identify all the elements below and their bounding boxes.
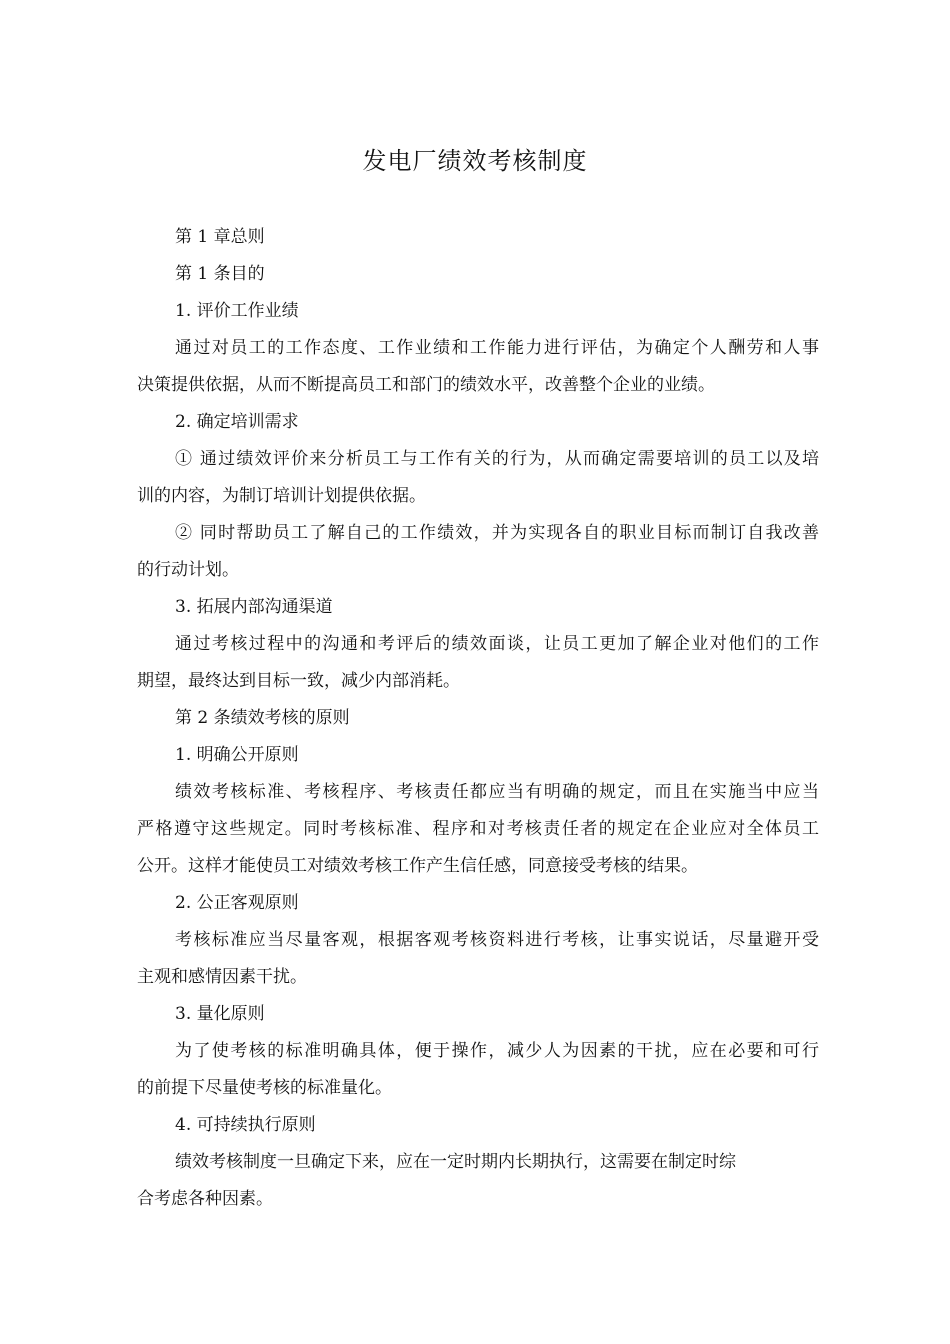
document-title: 发电厂绩效考核制度 — [362, 147, 588, 175]
section-heading: 3. 量化原则 — [175, 1004, 265, 1024]
paragraph-line: 严格遵守这些规定。同时考核标准、程序和对考核责任者的规定在企业应对全体员工 — [137, 819, 819, 839]
section-heading: 2. 公正客观原则 — [175, 893, 299, 913]
paragraph-line: ② 同时帮助员工了解自己的工作绩效，并为实现各自的职业目标而制订自我改善 — [175, 523, 819, 543]
paragraph-line: ① 通过绩效评价来分析员工与工作有关的行为，从而确定需要培训的员工以及培 — [175, 449, 819, 469]
paragraph-line: 通过对员工的工作态度、工作业绩和工作能力进行评估，为确定个人酬劳和人事 — [175, 338, 819, 358]
section-heading: 1. 明确公开原则 — [175, 745, 299, 765]
paragraph-line: 为了使考核的标准明确具体，便于操作，减少人为因素的干扰，应在必要和可行 — [175, 1041, 819, 1061]
paragraph-line: 绩效考核标准、考核程序、考核责任都应当有明确的规定，而且在实施当中应当 — [175, 782, 819, 802]
section-heading: 1. 评价工作业绩 — [175, 301, 299, 321]
paragraph-line: 主观和感情因素干扰。 — [137, 967, 307, 987]
section-heading: 2. 确定培训需求 — [175, 412, 299, 432]
paragraph-line: 的行动计划。 — [137, 560, 239, 580]
article-heading: 第 1 条目的 — [175, 264, 265, 284]
paragraph-line: 决策提供依据，从而不断提高员工和部门的绩效水平，改善整个企业的业绩。 — [137, 375, 715, 395]
paragraph-line: 考核标准应当尽量客观，根据客观考核资料进行考核，让事实说话，尽量避开受 — [175, 930, 819, 950]
paragraph-line: 公开。这样才能使员工对绩效考核工作产生信任感，同意接受考核的结果。 — [137, 856, 698, 876]
section-heading: 3. 拓展内部沟通渠道 — [175, 597, 333, 617]
paragraph-line: 训的内容，为制订培训计划提供依据。 — [137, 486, 426, 506]
article-heading: 第 2 条绩效考核的原则 — [175, 708, 350, 728]
paragraph-line: 期望，最终达到目标一致，减少内部消耗。 — [137, 671, 460, 691]
paragraph-line: 通过考核过程中的沟通和考评后的绩效面谈，让员工更加了解企业对他们的工作 — [175, 634, 819, 654]
paragraph-line: 的前提下尽量使考核的标准量化。 — [137, 1078, 392, 1098]
document-body — [137, 219, 819, 1218]
chapter-heading: 第 1 章总则 — [175, 227, 265, 247]
section-heading: 4. 可持续执行原则 — [175, 1115, 316, 1135]
paragraph-line: 合考虑各种因素。 — [137, 1189, 273, 1209]
paragraph-line: 绩效考核制度一旦确定下来，应在一定时期内长期执行，这需要在制定时综 — [175, 1152, 736, 1172]
